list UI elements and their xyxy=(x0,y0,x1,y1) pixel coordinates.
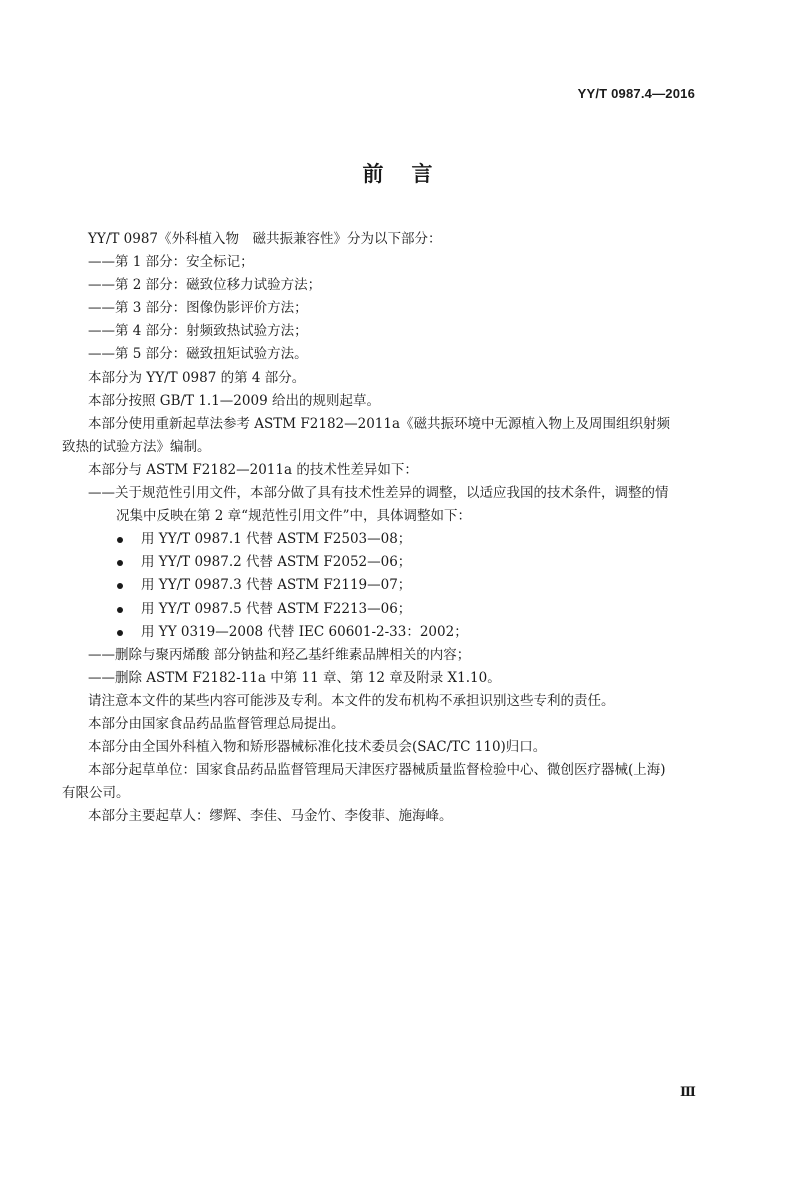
part-list-item: ——第 4 部分：射频致热试验方法； xyxy=(88,323,308,340)
part-list-item: ——第 3 部分：图像伪影评价方法； xyxy=(88,300,308,317)
normative-change-line: 况集中反映在第 2 章“规范性引用文件”中，具体调整如下： xyxy=(116,508,471,525)
intro-paragraph: YY/T 0987《外科植入物 磁共振兼容性》分为以下部分： xyxy=(88,231,442,247)
drafters: 本部分主要起草人：缪辉、李佳、马金竹、李俊菲、施海峰。 xyxy=(88,808,453,825)
part-list-item: ——第 5 部分：磁致扭矩试验方法。 xyxy=(88,346,308,363)
reference-bullet xyxy=(62,551,717,574)
page-title: 前言 xyxy=(362,162,461,186)
reference-bullet-text: 用 YY/T 0987.3 代替 ASTM F2119—07； xyxy=(141,577,412,594)
delete-brand-item: ——删除与聚丙烯酸 部分钠盐和羟乙基纤维素品牌相关的内容； xyxy=(88,646,471,663)
this-part-paragraph: 本部分为 YY/T 0987 的第 4 部分。 xyxy=(88,369,306,386)
reference-bullet xyxy=(62,598,717,621)
part-list-item: ——第 2 部分：磁致位移力试验方法； xyxy=(88,277,322,294)
foreword-body xyxy=(62,228,717,828)
centralized-by: 本部分由全国外科植入物和矫形器械标准化技术委员会(SAC/TC 110)归口。 xyxy=(88,739,547,756)
reference-bullet-text: 用 YY/T 0987.2 代替 ASTM F2052—06； xyxy=(141,554,412,571)
reference-bullet xyxy=(62,528,717,551)
reference-bullet-text: 用 YY/T 0987.1 代替 ASTM F2503—08； xyxy=(141,531,412,548)
normative-change-line: ——关于规范性引用文件，本部分做了具有技术性差异的调整，以适应我国的技术条件，调整的情 xyxy=(88,485,669,502)
part-list-item: ——第 1 部分：安全标记； xyxy=(88,254,254,271)
reference-bullet-text: 用 YY 0319—2008 代替 IEC 60601-2-33：2002； xyxy=(141,623,468,640)
drafting-units-line: 有限公司。 xyxy=(62,785,130,802)
reference-bullet-text: 用 YY/T 0987.5 代替 ASTM F2213—06； xyxy=(141,600,412,617)
redraft-paragraph-line: 本部分使用重新起草法参考 ASTM F2182—2011a《磁共振环境中无源植入物上及周围组织射频 xyxy=(88,415,671,432)
reference-bullet xyxy=(62,621,717,644)
document-number: YY/T 0987.4—2016 xyxy=(577,86,695,101)
bullet-icon xyxy=(117,607,123,613)
bullet-icon xyxy=(117,630,123,636)
reference-bullet xyxy=(62,574,717,597)
drafting-units-line: 本部分起草单位：国家食品药品监督管理局天津医疗器械质量监督检验中心、微创医疗器械(上海) xyxy=(88,762,666,779)
patent-notice: 请注意本文件的某些内容可能涉及专利。本文件的发布机构不承担识别这些专利的责任。 xyxy=(88,692,615,709)
page-number: Ⅲ xyxy=(680,1085,696,1100)
differences-intro: 本部分与 ASTM F2182—2011a 的技术性差异如下： xyxy=(88,461,418,478)
delete-chapters-item: ——删除 ASTM F2182-11a 中第 11 章、第 12 章及附录 X1.10。 xyxy=(88,669,501,686)
redraft-paragraph-line: 致热的试验方法》编制。 xyxy=(62,438,211,455)
proposed-by: 本部分由国家食品药品监督管理总局提出。 xyxy=(88,715,345,732)
drafting-rules-paragraph: 本部分按照 GB/T 1.1—2009 给出的规则起草。 xyxy=(88,392,380,409)
